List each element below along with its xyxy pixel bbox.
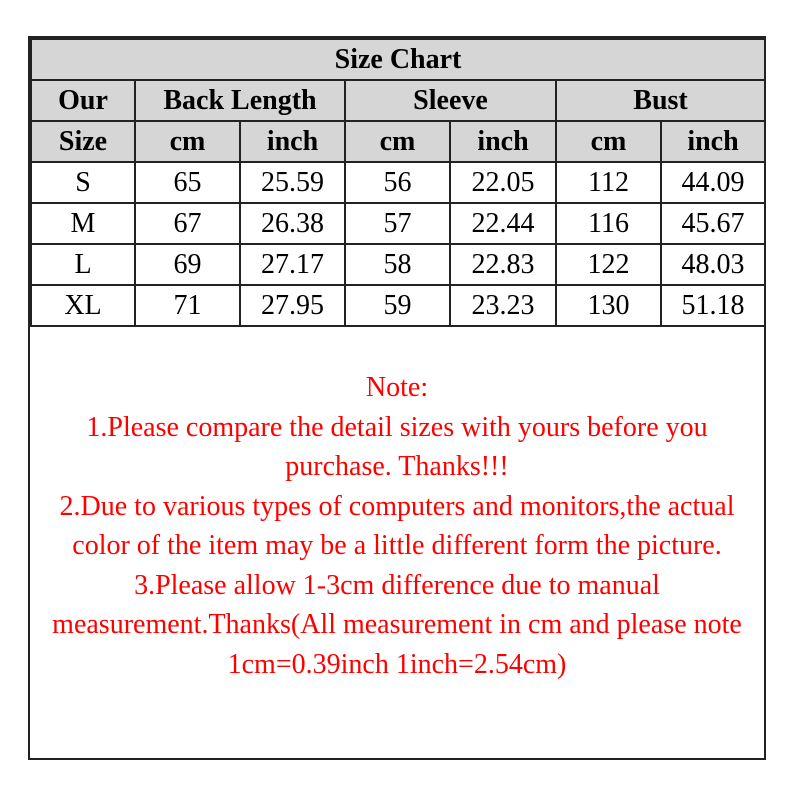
size-label: L	[31, 244, 135, 285]
table-cell: 22.44	[450, 203, 556, 244]
unit-header: inch	[450, 121, 556, 162]
table-row	[31, 285, 765, 326]
table-cell: 44.09	[661, 162, 765, 203]
notes-section	[30, 368, 764, 684]
table-cell: 48.03	[661, 244, 765, 285]
table-cell: 69	[135, 244, 240, 285]
note-item: 1.Please compare the detail sizes with yours before you purchase. Thanks!!!	[86, 411, 708, 482]
size-label: M	[31, 203, 135, 244]
table-row	[31, 203, 765, 244]
size-label: XL	[31, 285, 135, 326]
back-length-header: Back Length	[135, 80, 345, 121]
table-row	[31, 244, 765, 285]
table-cell: 67	[135, 203, 240, 244]
table-title: Size Chart	[31, 39, 765, 80]
unit-header: cm	[135, 121, 240, 162]
table-cell: 122	[556, 244, 661, 285]
table-cell: 22.83	[450, 244, 556, 285]
table-cell: 51.18	[661, 285, 765, 326]
table-cell: 65	[135, 162, 240, 203]
table-cell: 130	[556, 285, 661, 326]
table-cell: 58	[345, 244, 450, 285]
table-row	[31, 162, 765, 203]
table-cell: 27.17	[240, 244, 345, 285]
table-cell: 22.05	[450, 162, 556, 203]
table-cell: 116	[556, 203, 661, 244]
table-cell: 56	[345, 162, 450, 203]
note-heading: Note:	[365, 372, 429, 403]
note-item: 3.Please allow 1-3cm difference due to manual measurement.Thanks(All measurement in cm and please note 1cm=0.39inch 1inch=2.54cm)	[52, 569, 742, 680]
table-cell: 112	[556, 162, 661, 203]
unit-header: inch	[661, 121, 765, 162]
size-header-bottom: Size	[31, 121, 135, 162]
size-label: S	[31, 162, 135, 203]
table-cell: 25.59	[240, 162, 345, 203]
unit-header: cm	[345, 121, 450, 162]
table-cell: 26.38	[240, 203, 345, 244]
unit-header: cm	[556, 121, 661, 162]
size-chart	[28, 36, 766, 760]
table-cell: 57	[345, 203, 450, 244]
table-cell: 59	[345, 285, 450, 326]
table-cell: 71	[135, 285, 240, 326]
table-cell: 23.23	[450, 285, 556, 326]
table-cell: 45.67	[661, 203, 765, 244]
sleeve-header: Sleeve	[345, 80, 556, 121]
size-header-top: Our	[31, 80, 135, 121]
unit-header: inch	[240, 121, 345, 162]
note-item: 2.Due to various types of computers and monitors,the actual color of the item may be a little different form the picture.	[59, 490, 735, 561]
size-table	[30, 38, 766, 327]
bust-header: Bust	[556, 80, 765, 121]
table-cell: 27.95	[240, 285, 345, 326]
